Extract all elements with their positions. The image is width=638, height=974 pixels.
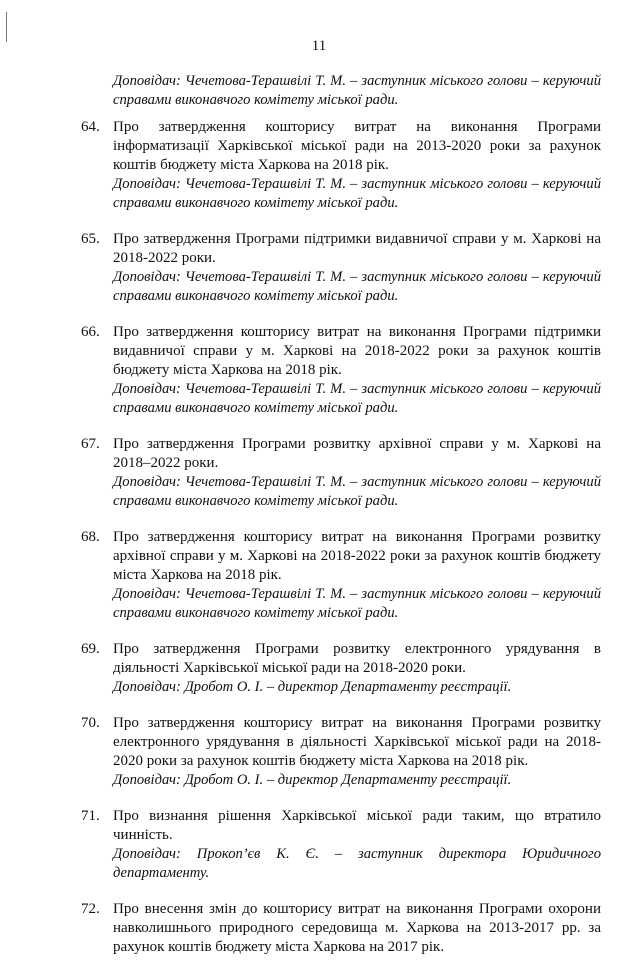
- item-title: Про затвердження Програми розвитку електронного урядування в діяльності Харківської міської ради на 2018-2020 роки.: [113, 641, 601, 676]
- item-number: 65.: [81, 231, 100, 247]
- item-number: 71.: [81, 808, 100, 824]
- item-reporter: Доповідач: Чечетова-Терашвілі Т. М. – заступник міського голови – керуючий справами виконавчого комітету міської ради.: [113, 381, 601, 416]
- item-number: 70.: [81, 715, 100, 731]
- item-title: Про затвердження Програми підтримки видавничої справи у м. Харкові на 2018-2022 роки.: [113, 231, 601, 266]
- agenda-item-70: [0, 714, 638, 790]
- item-number: 64.: [81, 119, 100, 135]
- item-title: Про затвердження кошторису витрат на виконання Програми розвитку електронного урядування в діяльності Харківської міської ради на 2018-2020 роки за рахунок коштів бюджету міста Харкова на 2018 рік.: [113, 715, 601, 769]
- item-reporter: Доповідач: Чечетова-Терашвілі Т. М. – заступник міського голови – керуючий справами виконавчого комітету міської ради.: [113, 269, 601, 304]
- item-reporter: Доповідач: Дробот О. І. – директор Департаменту реєстрації.: [113, 679, 512, 695]
- item-number: 66.: [81, 324, 100, 340]
- agenda-item-69: [0, 640, 638, 697]
- agenda-item-64: [0, 118, 638, 213]
- agenda-item-72: [0, 900, 638, 957]
- agenda-item-65: [0, 230, 638, 306]
- item-reporter: Доповідач: Дробот О. І. – директор Департаменту реєстрації.: [113, 772, 512, 788]
- item-reporter: Доповідач: Чечетова-Терашвілі Т. М. – заступник міського голови – керуючий справами виконавчого комітету міської ради.: [113, 176, 601, 211]
- reporter-continuation: Доповідач: Чечетова-Терашвілі Т. М. – заступник міського голови – керуючий справами виконавчого комітету міської ради.: [113, 73, 601, 108]
- item-title: Про визнання рішення Харківської міської ради таким, що втратило чинність.: [113, 808, 601, 843]
- item-title: Про затвердження Програми розвитку архівної справи у м. Харкові на 2018–2022 роки.: [113, 436, 601, 471]
- item-number: 67.: [81, 436, 100, 452]
- item-reporter: Доповідач: Прокоп’єв К. Є. – заступник директора Юридичного департаменту.: [113, 846, 601, 881]
- item-reporter: Доповідач: Чечетова-Терашвілі Т. М. – заступник міського голови – керуючий справами виконавчого комітету міської ради.: [113, 474, 601, 509]
- item-title: Про затвердження кошторису витрат на виконання Програми підтримки видавничої справи у м. Харкові на 2018-2022 роки за рахунок коштів бюджету міста Харкова на 2018 рік.: [113, 324, 601, 378]
- agenda-item-68: [0, 528, 638, 623]
- agenda-item-66: [0, 323, 638, 418]
- agenda-item-67: [0, 435, 638, 511]
- page-number: 11: [311, 38, 327, 54]
- item-number: 72.: [81, 901, 100, 917]
- item-title: Про внесення змін до кошторису витрат на виконання Програми охорони навколишнього природного середовища м. Харкова на 2013-2017 рр. за рахунок коштів бюджету міста Харкова на 2017 рік.: [113, 901, 601, 955]
- item-number: 69.: [81, 641, 100, 657]
- item-number: 68.: [81, 529, 100, 545]
- agenda-item-71: [0, 807, 638, 883]
- item-title: Про затвердження кошторису витрат на виконання Програми розвитку архівної справи у м. Харкові на 2018-2022 роки за рахунок коштів бюджету міста Харкова на 2018 рік.: [113, 529, 601, 583]
- item-title: Про затвердження кошторису витрат на виконання Програми інформатизації Харківської міської ради на 2013-2020 роки за рахунок коштів бюджету міста Харкова на 2018 рік.: [113, 119, 601, 173]
- agenda-list: [0, 118, 638, 974]
- item-reporter: Доповідач: Чечетова-Терашвілі Т. М. – заступник міського голови – керуючий справами виконавчого комітету міської ради.: [113, 586, 601, 621]
